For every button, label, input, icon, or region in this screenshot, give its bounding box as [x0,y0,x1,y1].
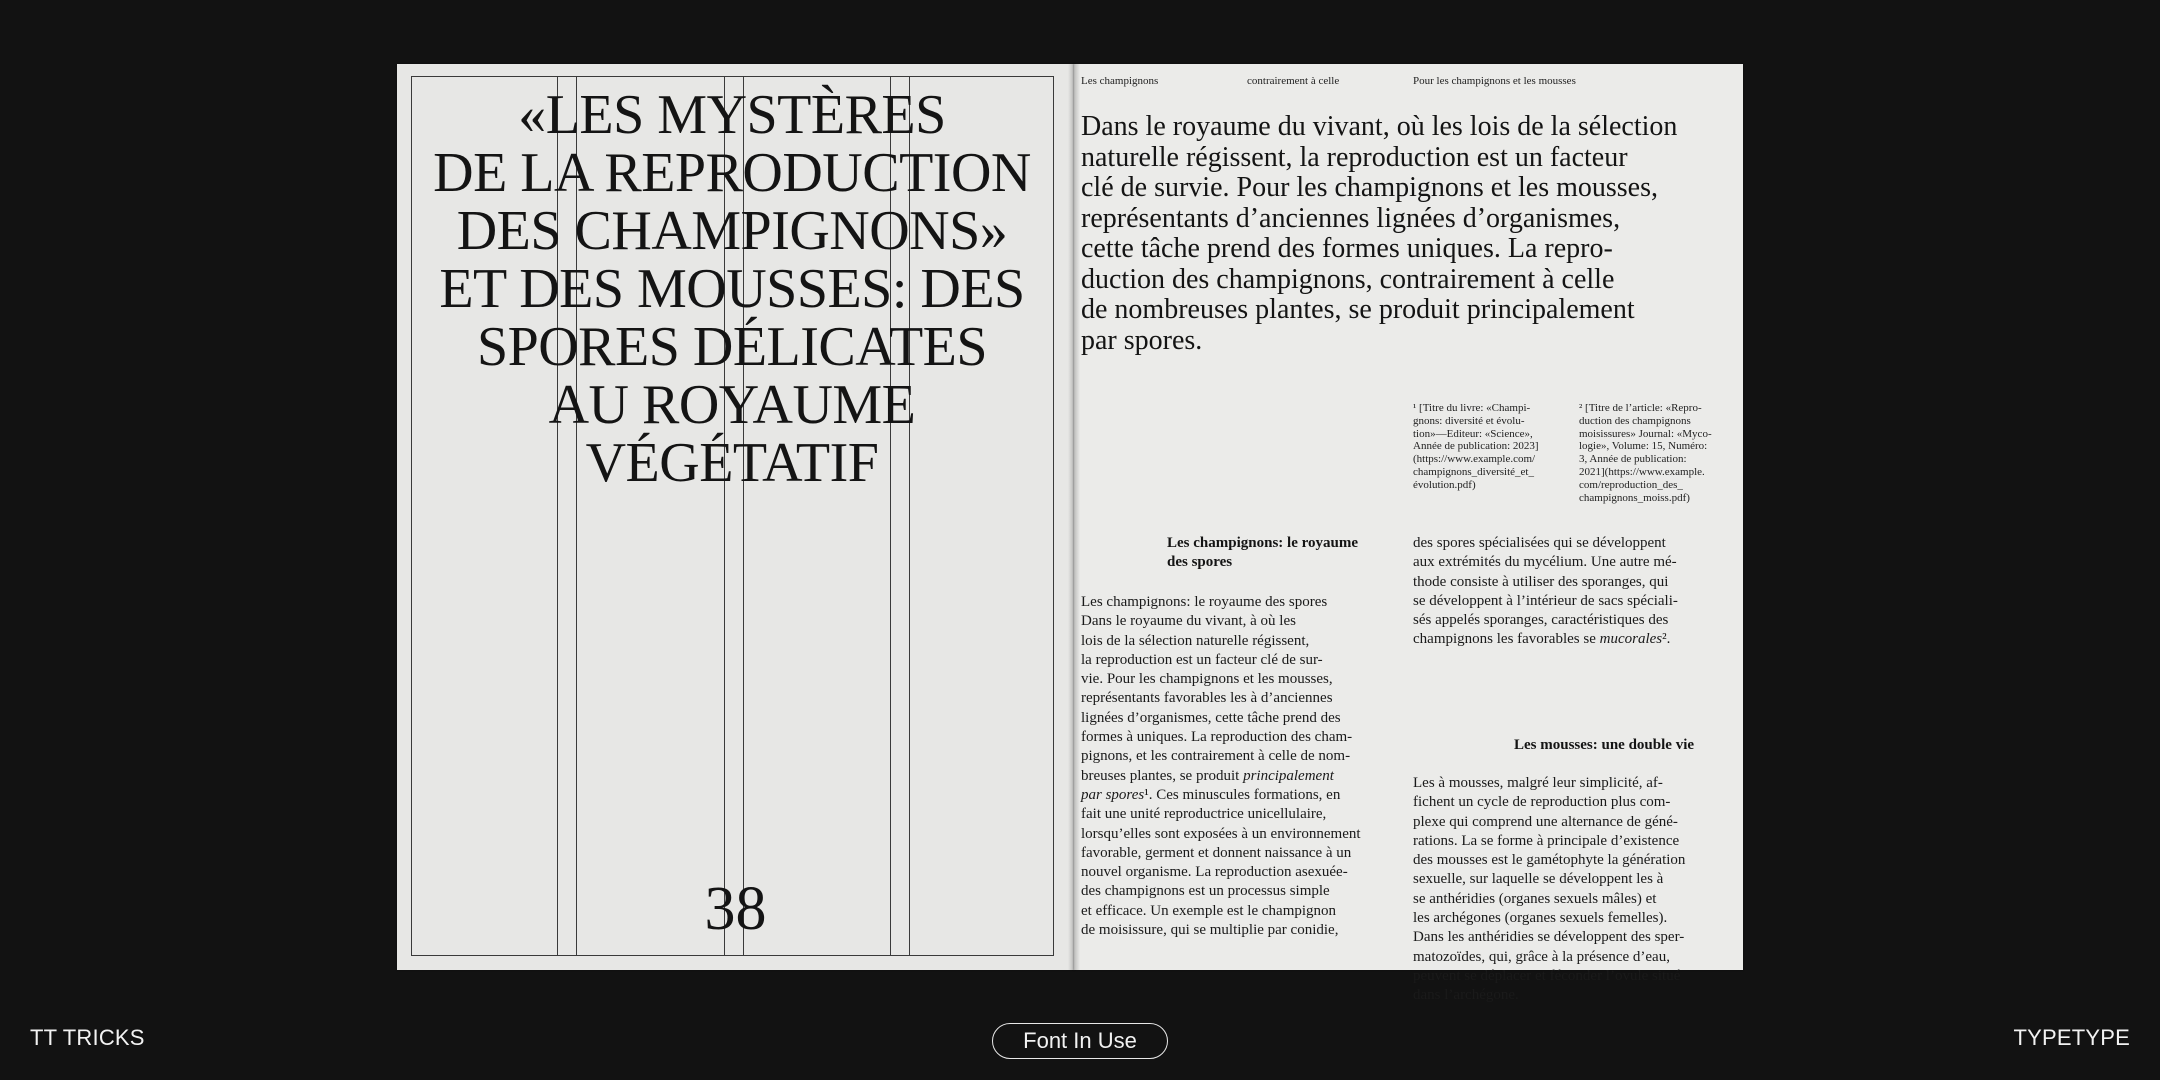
left-page [397,64,1074,970]
footnote-line: gnons: diversité et évolu- [1413,414,1525,427]
body-line: lorsqu’elles sont exposées à un environnement [1081,825,1361,842]
body-line: sexuelle, sur laquelle se développent les à [1413,871,1664,888]
footnote-line: com/reproduction_des_ [1579,478,1683,491]
footnote-2 [1579,402,1724,504]
subhead-champignons [1167,534,1358,573]
body-line: peuvent se déplacer et féconder l’ovule situé [1413,967,1681,984]
footnote-line: tion»—Editeur: «Science», [1413,427,1533,440]
body-line: lois de la sélection naturelle régissent, [1081,632,1310,649]
footnote-line: moisissures» Journal: «Myco- [1579,427,1712,440]
page-number: 38 [704,875,767,943]
title-line: ET DES MOUSSES: DES [439,258,1025,320]
lede-line: naturelle régissent, la reproduction est un facteur [1081,141,1628,173]
body-line: se développent à l’intérieur de sacs spéciali- [1413,592,1678,609]
body-column-2-continued [1413,774,1685,1006]
footnote-line: (https://www.example.com/ [1413,453,1536,466]
subhead-line: Les champignons: le royaume [1167,535,1358,551]
body-fragment: champignons les favorables se [1413,631,1596,648]
body-line: des mousses est le gamétophyte la génération [1413,852,1686,869]
italic-term: principalement [1243,767,1334,784]
body-line: Les à mousses, malgré leur simplicité, af- [1413,775,1663,791]
italic-term: par spores [1081,786,1145,803]
spine-shadow [1068,64,1080,970]
magazine-spread [397,64,1743,1004]
footnote-line: évolution.pdf) [1413,478,1476,491]
running-head: Pour les champignons et les mousses [1413,75,1576,87]
body-line: vie. Pour les champignons et les mousses, [1081,671,1333,688]
footnote-1 [1413,402,1558,492]
title-line: AU ROYAUME [548,374,916,436]
body-fragment: breuses plantes, se produit [1081,767,1240,784]
footnote-line: 3, Année de publication: [1579,453,1687,466]
body-column-1 [1081,593,1361,940]
body-line: de moisissure, qui se multiplie par conidie, [1081,922,1339,939]
body-line: Les champignons: le royaume des spores [1081,594,1328,610]
body-line: nouvel organisme. La reproduction asexuée- [1081,864,1348,881]
body-line: thode consiste à utiliser des sporanges, qui [1413,573,1669,590]
body-line: lignées d’organismes, cette tâche prend des [1081,709,1341,726]
body-line: Dans le royaume du vivant, à où les [1081,613,1296,630]
title-line: SPORES DÉLICATES [476,316,988,378]
body-line: aux extrémités du mycélium. Une autre mé- [1413,554,1677,571]
italic-term: mucorales [1599,631,1663,648]
body-line: matozoïdes, qui, grâce à la présence d’eau, [1413,948,1670,965]
body-line: pignons, et les contrairement à celle de nom- [1081,748,1351,765]
cover-title [419,86,1045,492]
lede-line: par spores. [1081,324,1203,356]
subhead-line: Les mousses: une double vie [1514,737,1695,753]
body-line [1081,767,1361,786]
footer-brand-right: TYPETYPE [2013,1025,2130,1050]
subhead-line: des spores [1167,554,1233,571]
footer-brand-left: TT TRICKS [30,1025,145,1050]
body-column-2 [1413,534,1678,650]
body-line: Dans les anthéridies se développent des sper- [1413,929,1685,946]
lede-line: représentants d’anciennes lignées d’organismes, [1081,202,1621,234]
body-line: des champignons est un processus simple [1081,883,1330,900]
font-in-use-button[interactable]: Font In Use [992,1023,1168,1059]
body-line: et efficace. Un exemple est le champignon [1081,902,1337,919]
right-page [1074,64,1743,1004]
lede-line: de nombreuses plantes, se produit principalement [1081,294,1635,325]
lede-line: duction des champignons, contrairement à celle [1081,263,1615,295]
footnote-line: champignons_moiss.pdf) [1579,491,1690,504]
body-line: dans l’archégone. [1413,987,1519,1004]
footnote-line: champignons_diversité_et_ [1413,465,1534,478]
body-line: plexe qui comprend une alternance de géné- [1413,813,1678,830]
subhead-mousses [1514,736,1694,755]
lede-line: clé de survie. Pour les champignons et les mousses, [1081,172,1659,203]
body-line: la reproduction est un facteur clé de sur- [1081,651,1323,668]
footnote-line: logie», Volume: 15, Numéro: [1579,440,1708,453]
lede-paragraph [1081,112,1731,356]
footnote-line: ¹ [Titre du livre: «Champi- [1413,402,1531,414]
running-head: Les champignons [1081,75,1159,87]
footnote-line: duction des champignons [1579,414,1691,427]
body-line: sés appelés sporanges, caractéristiques des [1413,612,1669,629]
body-line: représentants favorables les à d’anciennes [1081,690,1333,707]
body-line [1081,786,1361,805]
title-line: DE LA REPRODUCTION [433,142,1031,204]
body-line: les archégones (organes sexuels femelles). [1413,910,1668,927]
footnote-line: Année de publication: 2023] [1413,440,1539,453]
body-line: formes à uniques. La reproduction des cham- [1081,729,1353,746]
title-line: «LES MYSTÈRES [518,84,946,146]
body-line: favorable, germent et donnent naissance à un [1081,844,1352,861]
lede-line: Dans le royaume du vivant, où les lois de la sélection [1081,111,1678,142]
body-line: se anthéridies (organes sexuels mâles) et [1413,890,1657,907]
running-head: contrairement à celle [1247,75,1340,87]
lede-line: cette tâche prend des formes uniques. La repro- [1081,233,1613,264]
title-line: DES CHAMPIGNONS» [456,200,1008,262]
body-line: fait une unité reproductrice unicellulaire, [1081,806,1327,823]
title-line: VÉGÉTATIF [585,432,879,494]
body-line: fichent un cycle de reproduction plus com- [1413,794,1671,811]
body-line [1413,630,1678,649]
body-fragment: ². [1662,631,1671,648]
body-line: rations. La se forme à principale d’existence [1413,832,1680,849]
footnote-line: 2021](https://www.example. [1579,465,1705,478]
footnote-line: ² [Titre de l’article: «Repro- [1579,402,1702,414]
body-line: des spores spécialisées qui se développent [1413,535,1666,551]
body-fragment: ¹. Ces minuscules formations, en [1144,786,1341,803]
